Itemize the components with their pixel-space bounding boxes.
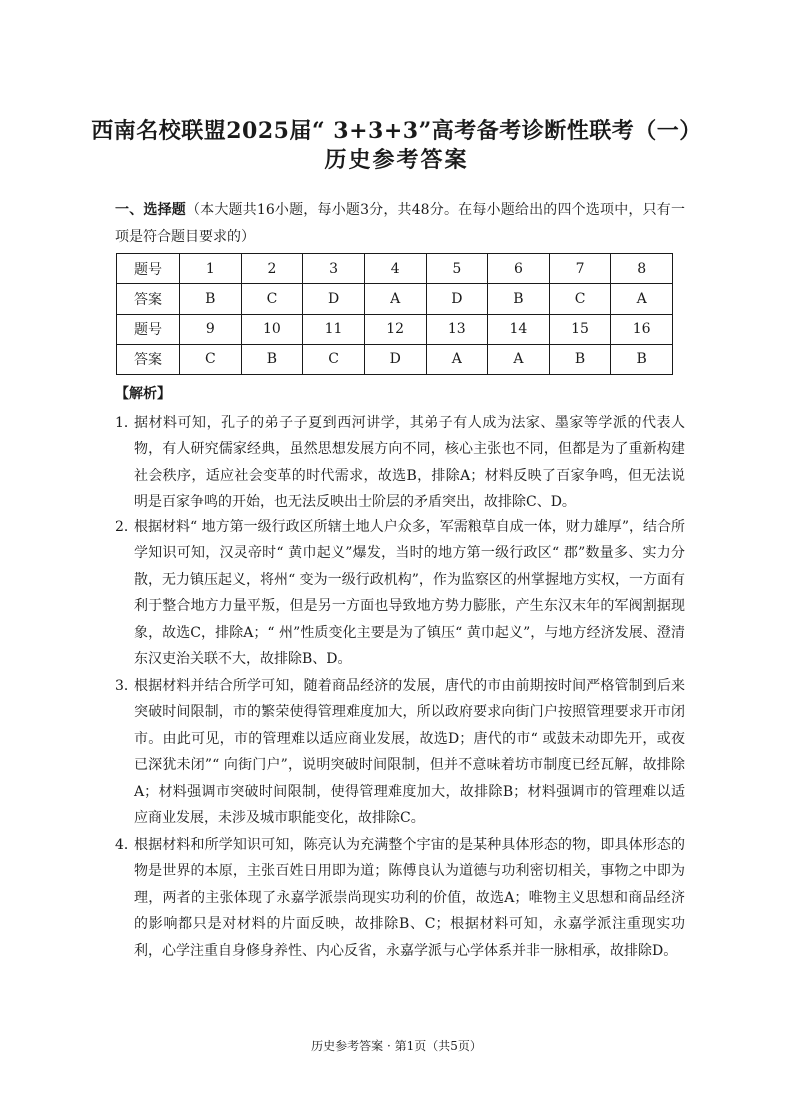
table-cell: 14: [488, 314, 550, 344]
table-cell: 7: [549, 254, 611, 284]
table-cell: 4: [364, 254, 426, 284]
table-cell: C: [549, 284, 611, 314]
row-label: 答案: [117, 344, 180, 374]
item-text: 根据材料和所学知识可知，陈亮认为充满整个宇宙的是某种具体形态的物，即具体形态的物是世界的本原，主张百姓日用即为道；陈傅良认为道德与功利密切相关，事物之中即为理，两者的主张体现了永嘉学派崇尚现实功利的价值，故选A；唯物主义思想和商品经济的影响都只是对材料的片面反映，故排除B、C；根据材料可知，永嘉学派注重现实功利，心学注重自身修身养性、内心反省，永嘉学派与心学体系并非一脉相承，故排除D。: [134, 837, 685, 959]
analysis-heading: 【解析】: [115, 386, 171, 402]
table-cell: 6: [488, 254, 550, 284]
table-cell: A: [488, 344, 550, 374]
item-text: 根据材料并结合所学可知，随着商品经济的发展，唐代的市由前期按时间严格管制到后来突破时间限制，市的繁荣使得管理难度加大，所以政府要求向街门户按照管理要求开市闭市。由此可见，市的管理难以适应商业发展，故选D；唐代的市“ 或鼓未动即先开，或夜已深犹未闭”“ 向街门户”，说明突破时间限制，但并不意味着坊市制度已经瓦解，故排除A；材料强调市突破时间限制，使得管理难度加大，故排除B；材料强调市的管理难以适应商业发展，未涉及城市职能变化，故排除C。: [134, 678, 685, 827]
table-cell: B: [549, 344, 611, 374]
table-cell: 13: [426, 314, 488, 344]
page-footer: 历史参考答案 · 第1页（共5页）: [311, 1039, 482, 1053]
table-cell: C: [303, 344, 365, 374]
table-cell: 9: [180, 314, 242, 344]
table-cell: A: [426, 344, 488, 374]
table-cell: D: [426, 284, 488, 314]
item-number: 1．: [115, 415, 138, 431]
item-text: 据材料可知，孔子的弟子子夏到西河讲学，其弟子有人成为法家、墨家等学派的代表人物，有人研究儒家经典，虽然思想发展方向不同，核心主张也不同，但都是为了重新构建社会秩序，适应社会变革的时代需求，故选B，排除A；材料反映了百家争鸣，但无法说明是百家争鸣的开始，也无法反映出士阶层的矛盾突出，故排除C、D。: [134, 415, 685, 511]
table-cell: C: [241, 284, 303, 314]
table-cell: B: [241, 344, 303, 374]
answer-table: [116, 253, 673, 375]
section-header: [115, 197, 685, 251]
table-cell: 1: [180, 254, 242, 284]
document-subtitle: 历史参考答案: [324, 147, 469, 173]
table-row: [117, 254, 673, 284]
table-row: [117, 284, 673, 314]
table-cell: 11: [303, 314, 365, 344]
analysis-item: [115, 410, 685, 516]
table-cell: D: [303, 284, 365, 314]
table-cell: B: [180, 284, 242, 314]
table-cell: B: [611, 344, 673, 374]
item-number: 4．: [115, 837, 138, 853]
table-cell: D: [364, 344, 426, 374]
table-cell: B: [488, 284, 550, 314]
section-description: （本大题共16小题，每小题3分，共48分。在每小题给出的四个选项中，只有一项是符合题目要求的）: [115, 202, 686, 245]
document-title: 西南名校联盟2025届“ 3+3+3”高考备考诊断性联考（一）: [91, 118, 702, 144]
table-cell: 12: [364, 314, 426, 344]
table-row: [117, 344, 673, 374]
item-number: 3．: [115, 678, 138, 694]
table-cell: A: [611, 284, 673, 314]
analysis-item: [115, 514, 685, 672]
analysis-item: [115, 832, 685, 964]
table-cell: 15: [549, 314, 611, 344]
table-row: [117, 314, 673, 344]
item-number: 2．: [115, 519, 138, 535]
analysis-item: [115, 673, 685, 831]
section-heading: 一、选择题: [115, 202, 186, 218]
table-cell: A: [364, 284, 426, 314]
table-cell: 10: [241, 314, 303, 344]
table-cell: 3: [303, 254, 365, 284]
table-cell: C: [180, 344, 242, 374]
row-label: 题号: [117, 254, 180, 284]
table-cell: 2: [241, 254, 303, 284]
table-cell: 8: [611, 254, 673, 284]
item-text: 根据材料“ 地方第一级行政区所辖土地人户众多，军需粮草自成一体，财力雄厚”，结合所学知识可知，汉灵帝时“ 黄巾起义”爆发，当时的地方第一级行政区“ 郡”数量多、实力分散，无力镇压起义，将州“ 变为一级行政机构”，作为监察区的州掌握地方实权，一方面有利于整合地方力量平叛，但是另一方面也导致地方势力膨胀，产生东汉末年的军阀割据现象，故选C，排除A；“ 州”性质变化主要是为了镇压“ 黄巾起义”，与地方经济发展、澄清东汉吏治关联不大，故排除B、D。: [134, 519, 685, 668]
table-cell: 16: [611, 314, 673, 344]
row-label: 答案: [117, 284, 180, 314]
row-label: 题号: [117, 314, 180, 344]
table-cell: 5: [426, 254, 488, 284]
